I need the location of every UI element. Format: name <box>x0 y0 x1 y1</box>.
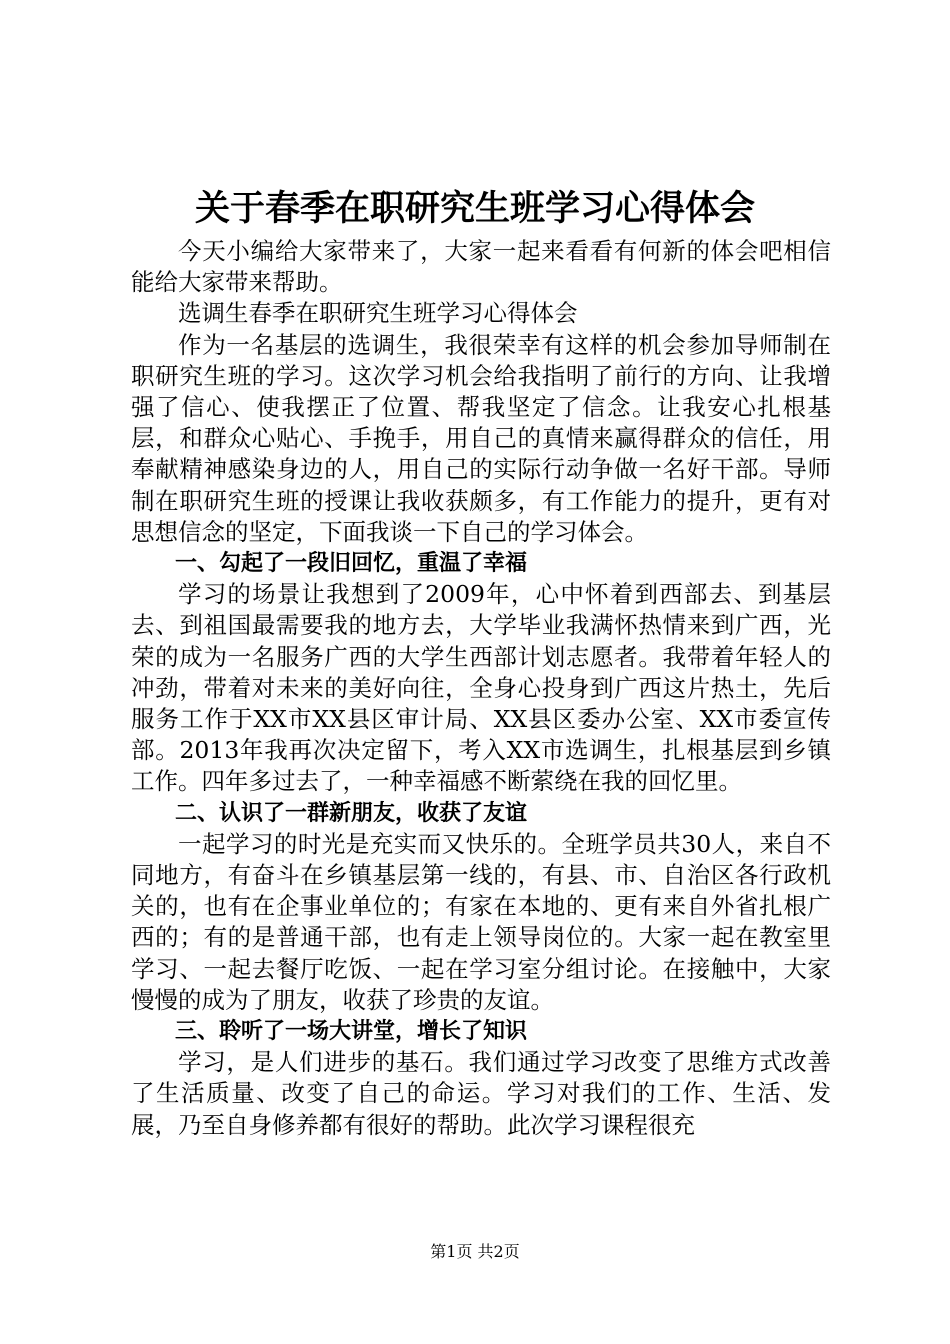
document-title: 关于春季在职研究生班学习心得体会 <box>194 188 755 229</box>
document-body <box>131 236 831 1141</box>
paragraph: 一起学习的时光是充实而又快乐的。全班学员共30人，来自不同地方，有奋斗在乡镇基层第一线的，有县、市、自治区各行政机关的，也有在企事业单位的；有家在本地的、更有来自外省扎根广西的；有的是普通干部，也有走上领导岗位的。大家一起在教室里学习、一起去餐厅吃饭、一起在学习室分组讨论。在接触中，大家慢慢的成为了朋友，收获了珍贵的友谊。 <box>131 829 831 1014</box>
section-heading: 三、聆听了一场大讲堂，增长了知识 <box>175 1019 528 1045</box>
page-number: 第1页 共2页 <box>430 1242 520 1261</box>
section-heading: 二、认识了一群新朋友，收获了友谊 <box>175 800 528 826</box>
paragraph: 学习的场景让我想到了2009年，心中怀着到西部去、到基层去、到祖国最需要我的地方去，大学毕业我满怀热情来到广西，光荣的成为一名服务广西的大学生西部计划志愿者。我带着年轻人的冲劲，带着对未来的美好向往，全身心投身到广西这片热土，先后服务工作于XX市XX县区审计局、XX县区委办公室、XX市委宣传部。2013年我再次决定留下，考入XX市选调生，扎根基层到乡镇工作。四年多过去了，一种幸福感不断萦绕在我的回忆里。 <box>131 580 831 796</box>
paragraph: 选调生春季在职研究生班学习心得体会 <box>178 299 578 328</box>
paragraph: 学习，是人们进步的基石。我们通过学习改变了思维方式改善了生活质量、改变了自己的命运。学习对我们的工作、生活、发展，乃至自身修养都有很好的帮助。此次学习课程很充 <box>131 1048 831 1139</box>
section-heading: 一、勾起了一段旧回忆，重温了幸福 <box>175 551 528 577</box>
paragraph: 作为一名基层的选调生，我很荣幸有这样的机会参加导师制在职研究生班的学习。这次学习机会给我指明了前行的方向、让我增强了信心、使我摆正了位置、帮我坚定了信念。让我安心扎根基层，和群众心贴心、手挽手，用自己的真情来赢得群众的信任，用奉献精神感染身边的人，用自己的实际行动争做一名好干部。导师制在职研究生班的授课让我收获颇多，有工作能力的提升，更有对思想信念的坚定，下面我谈一下自己的学习体会。 <box>131 330 831 546</box>
paragraph: 今天小编给大家带来了，大家一起来看看有何新的体会吧相信能给大家带来帮助。 <box>131 237 831 297</box>
